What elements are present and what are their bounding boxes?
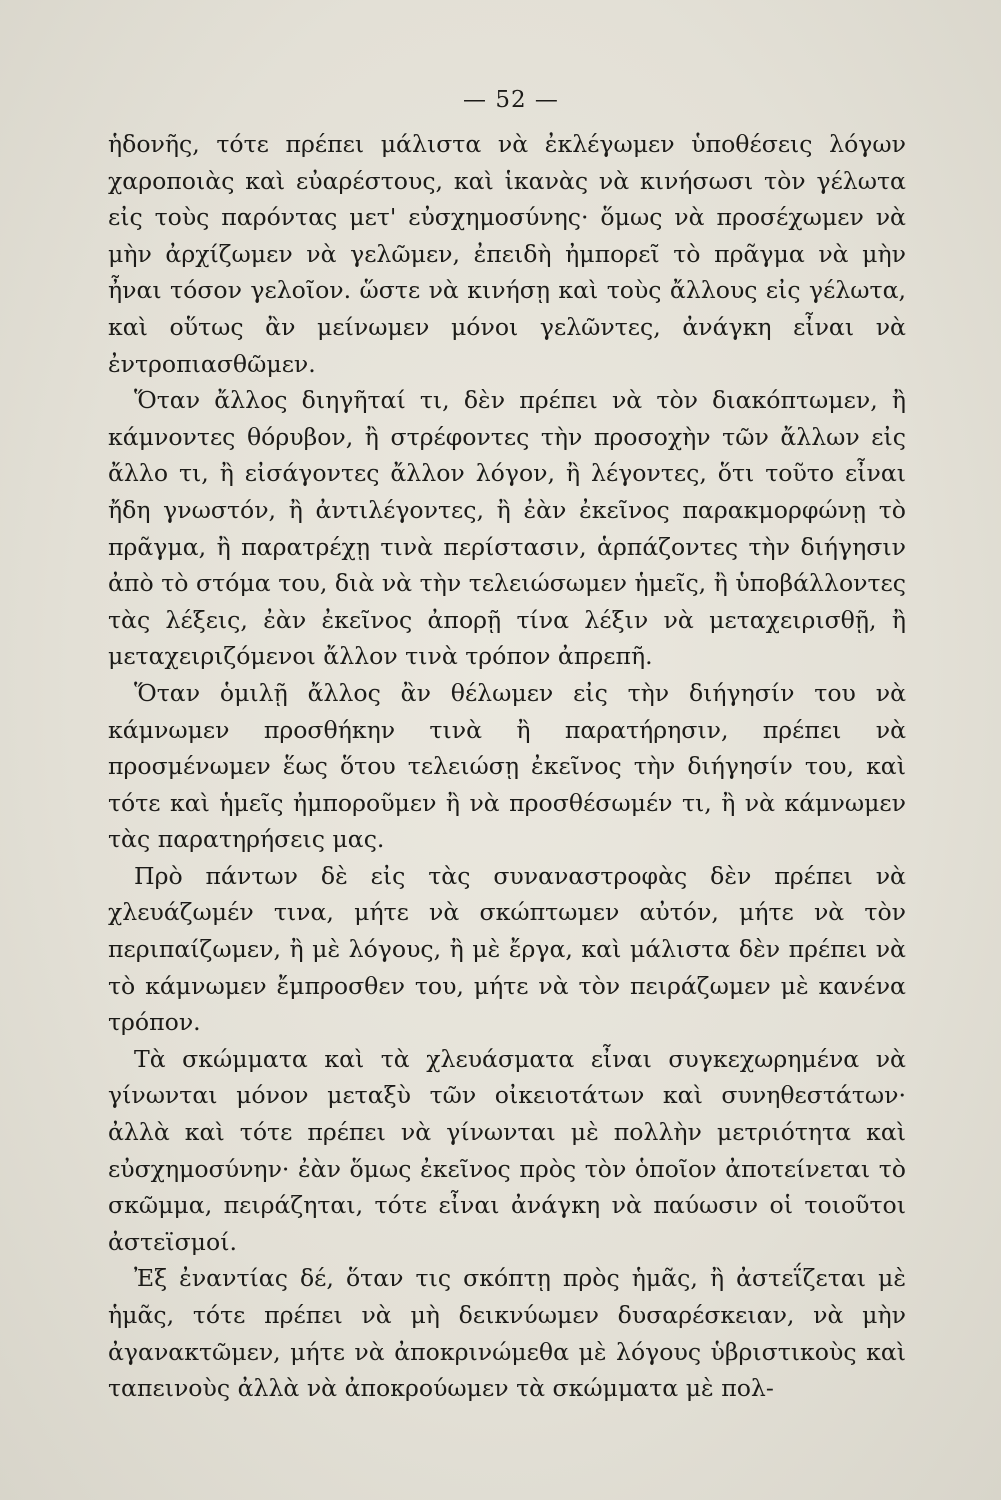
paragraph-1: ἡδονῆς, τότε πρέπει μάλιστα νὰ ἐκλέγωμεν ὑποθέσεις λόγων χαροποιὰς καὶ εὐαρέστους, καὶ ἱκανὰς νὰ κινήσωσι τὸν γέλωτα εἰς τοὺς παρόντας μετ' εὐσχημοσύνης· ὅμως νὰ προσέχωμεν νὰ μὴν ἀρχίζωμεν νὰ γελῶμεν, ἐπειδὴ ἠμπορεῖ τὸ πρᾶγμα νὰ μὴν ἦναι τόσον γελοῖον. ὥστε νὰ κινήσῃ καὶ τοὺς ἄλλους εἰς γέλωτα, καὶ οὕτως ἂν μείνωμεν μόνοι γελῶντες, ἀνάγκη εἶναι νὰ ἐντροπιασθῶμεν. [108, 130, 906, 378]
paragraph-6: Ἐξ ἐναντίας δέ, ὅταν τις σκόπτῃ πρὸς ἡμᾶς, ἢ ἀστεΐζεται μὲ ἡμᾶς, τότε πρέπει νὰ μὴ δεικνύωμεν δυσαρέσκειαν, νὰ μὴν ἀγανακτῶμεν, μήτε νὰ ἀποκρινώμεθα μὲ λόγους ὑβριστικοὺς καὶ ταπεινοὺς ἀλλὰ νὰ ἀποκρούωμεν τὰ σκώμματα μὲ πολ- [108, 1264, 906, 1403]
paragraph-4: Πρὸ πάντων δὲ εἰς τὰς συναναστροφὰς δὲν πρέπει νὰ χλευάζωμέν τινα, μήτε νὰ σκώπτωμεν αὐτόν, μήτε νὰ τὸν περιπαίζωμεν, ἢ μὲ λόγους, ἢ μὲ ἔργα, καὶ μάλιστα δὲν πρέπει νὰ τὸ κάμνωμεν ἔμπροσθεν του, μήτε νὰ τὸν πειράζωμεν μὲ κανένα τρόπον. [108, 861, 906, 1037]
paragraph-3: Ὅταν ὁμιλῇ ἄλλος ἂν θέλωμεν εἰς τὴν διήγησίν του νὰ κάμνωμεν προσθήκην τινὰ ἢ παρατήρησιν, πρέπει νὰ προσμένωμεν ἕως ὅτου τελειώσῃ ἐκεῖνος τὴν διήγησίν του, καὶ τότε καὶ ἡμεῖς ἠμποροῦμεν ἢ νὰ προσθέσωμέν τι, ἢ νὰ κάμνωμεν τὰς παρατηρήσεις μας. [108, 678, 906, 854]
paragraph-5: Τὰ σκώμματα καὶ τὰ χλευάσματα εἶναι συγκεχωρημένα νὰ γίνωνται μόνον μεταξὺ τῶν οἰκειοτάτων καὶ συνηθεστάτων· ἀλλὰ καὶ τότε πρέπει νὰ γίνωνται μὲ πολλὴν μετριότητα καὶ εὐσχημοσύνην· ἐὰν ὅμως ἐκεῖνος πρὸς τὸν ὁποῖον ἀποτείνεται τὸ σκῶμμα, πειράζηται, τότε εἶναι ἀνάγκη νὰ παύωσιν οἱ τοιοῦτοι ἀστεϊσμοί. [108, 1044, 906, 1256]
paragraph-2: Ὅταν ἄλλος διηγῆταί τι, δὲν πρέπει νὰ τὸν διακόπτωμεν, ἢ κάμνοντες θόρυβον, ἢ στρέφοντες τὴν προσοχὴν τῶν ἄλλων εἰς ἄλλο τι, ἢ εἰσάγοντες ἄλλον λόγον, ἢ λέγοντες, ὅτι τοῦτο εἶναι ἤδη γνωστόν, ἢ ἀντιλέγοντες, ἢ ἐὰν ἐκεῖνος παρακμορφώνῃ τὸ πρᾶγμα, ἢ παρατρέχῃ τινὰ περίστασιν, ἁρπάζοντες τὴν διήγησιν ἀπὸ τὸ στόμα του, διὰ νὰ τὴν τελειώσωμεν ἡμεῖς, ἢ ὑποβάλλοντες τὰς λέξεις, ἐὰν ἐκεῖνος ἀπορῇ τίνα λέξιν νὰ μεταχειρισθῇ, ἢ μεταχειριζόμενοι ἄλλον τινὰ τρόπον ἀπρεπῆ. [108, 386, 906, 671]
page-number: — 52 — [463, 87, 559, 113]
page-body [108, 126, 906, 1407]
